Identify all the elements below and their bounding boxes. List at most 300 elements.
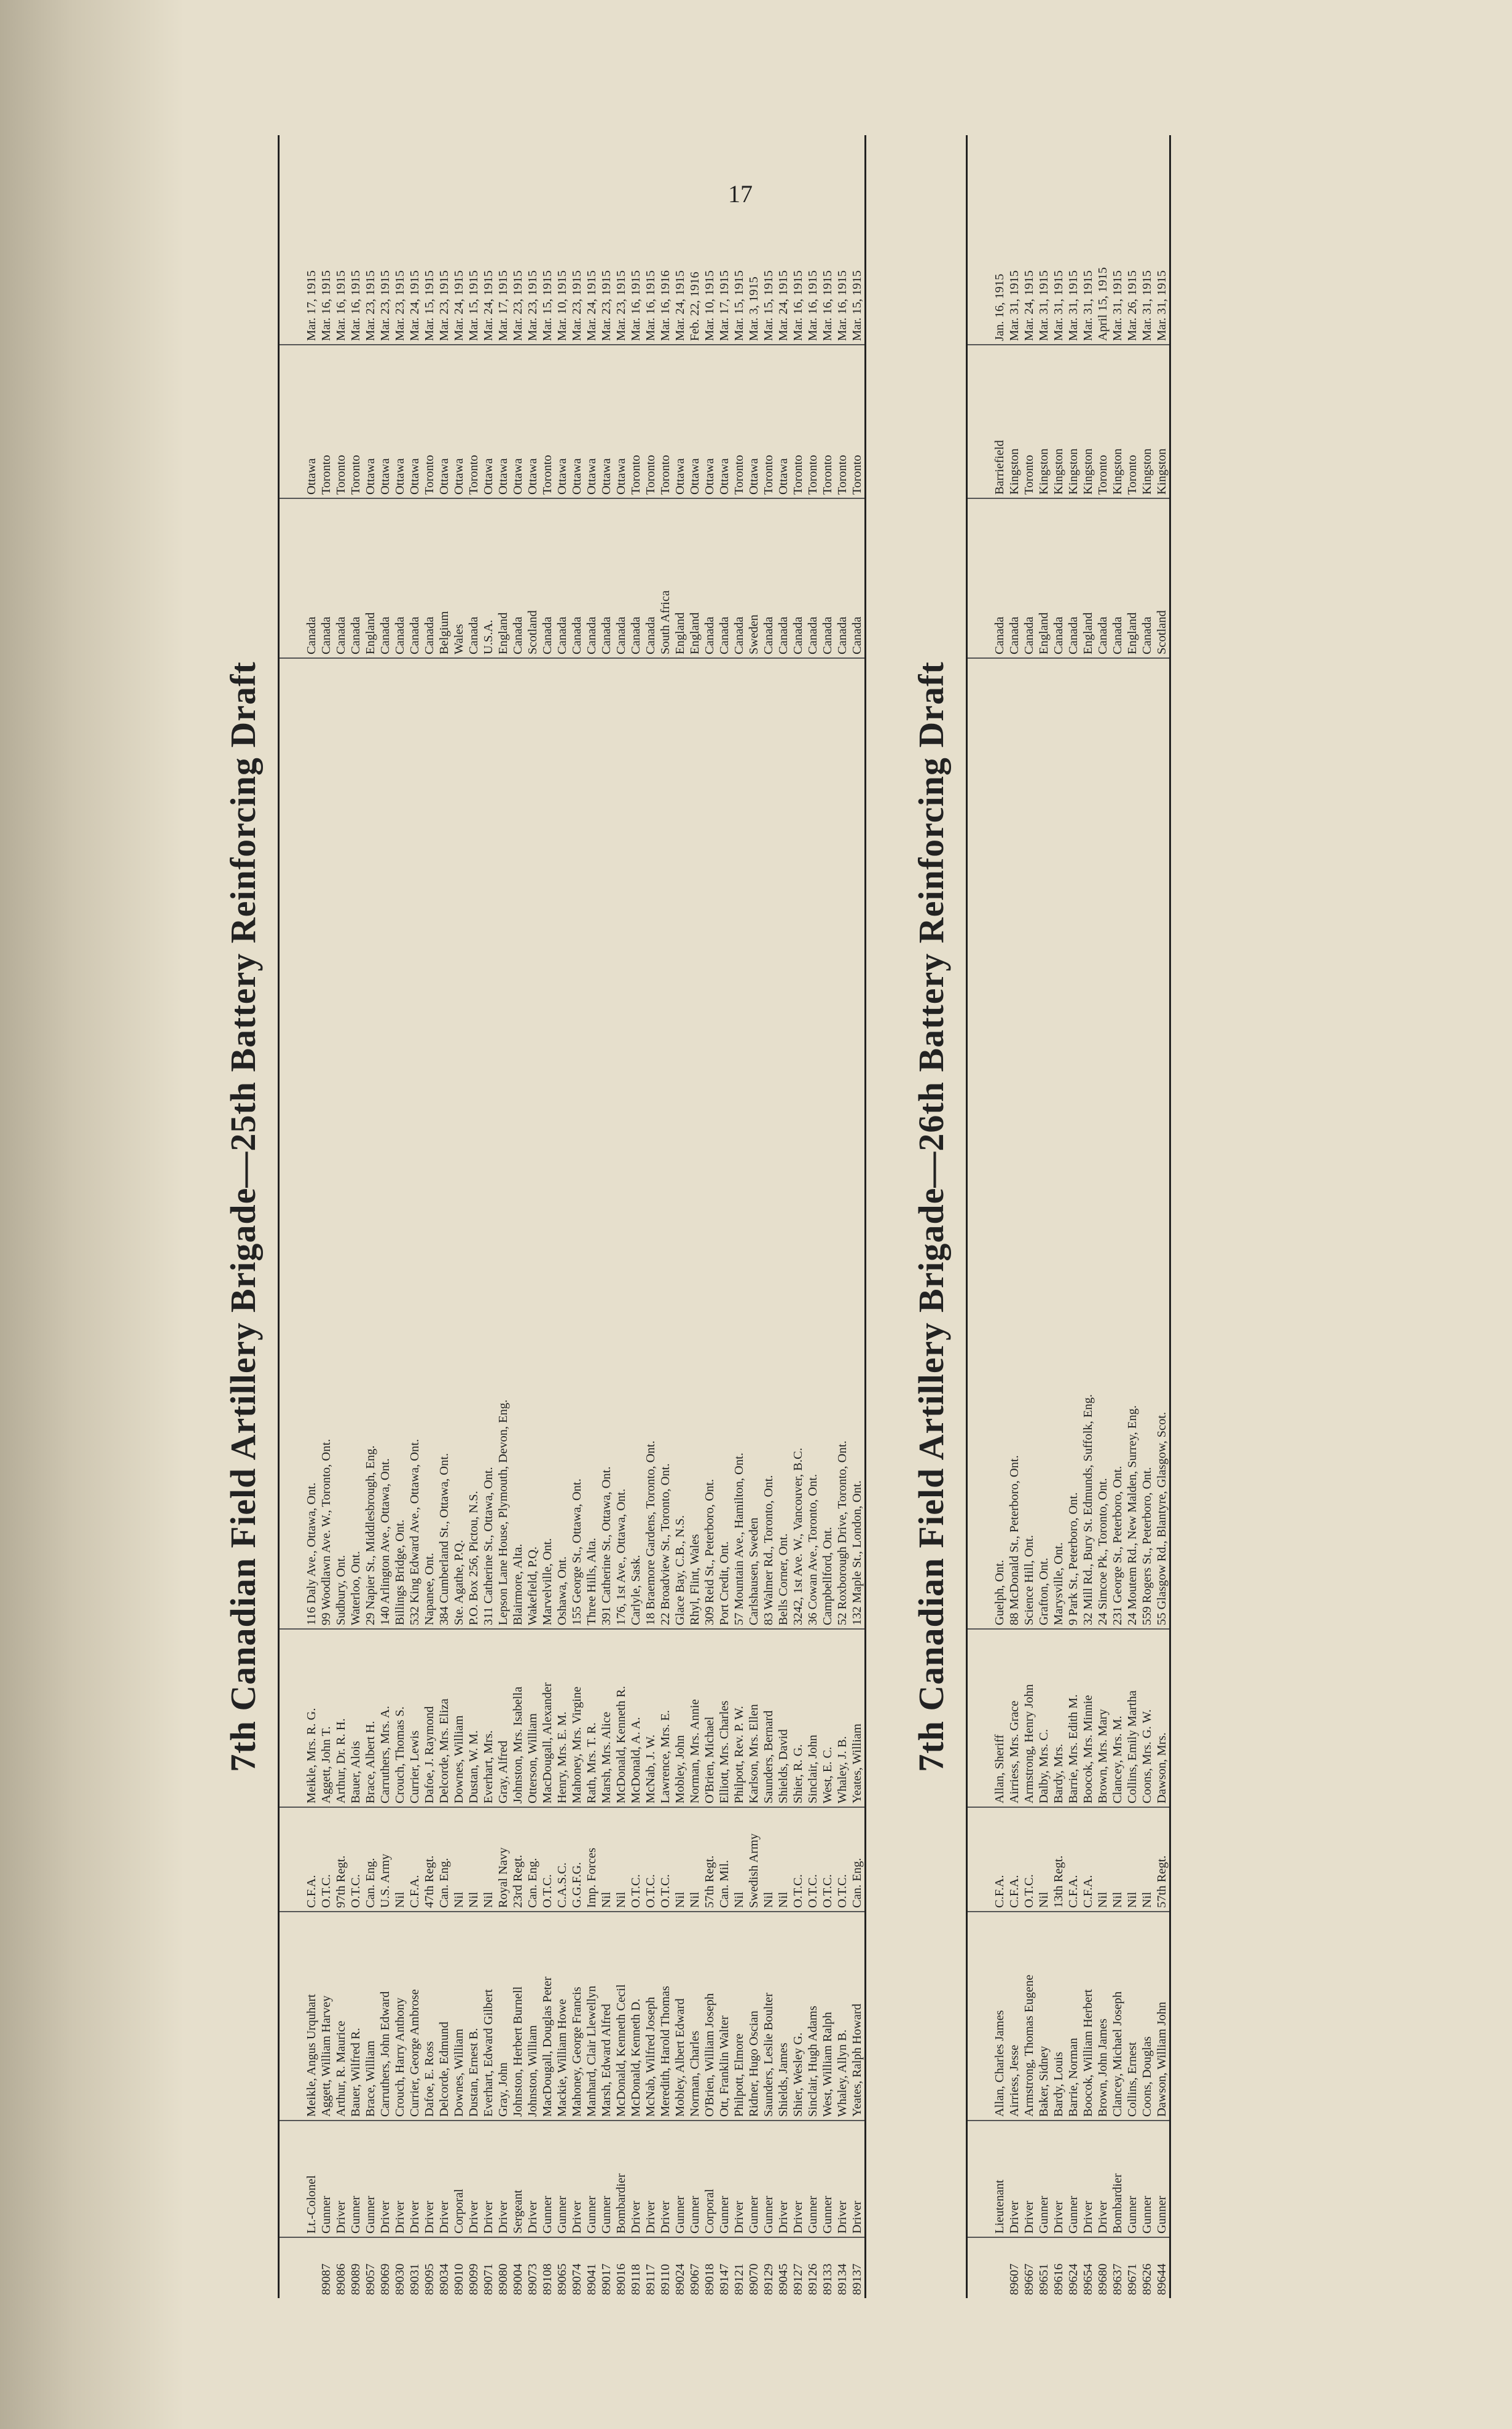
table-row [511,135,525,2298]
table-row [850,135,864,2298]
soldier-name: MacDougall, Douglas Peter [540,1911,555,2120]
rank: Lieutenant [992,2120,1007,2237]
date-of-enlistment: Mar. 15, 1915 [467,270,480,341]
former-corps: O.T.C. [629,1807,643,1911]
date-of-enlistment: Mar. 17, 1915 [718,270,731,341]
next-of-kin: Saunders, Bernard [761,1628,776,1807]
soldier-name: Shields, James [776,1911,791,2120]
place-of-enlistment: Ottawa [570,344,584,498]
soldier-name: Currier, George Ambrose [407,1911,422,2120]
soldier-name: Brace, William [363,1911,378,2120]
header-cell [968,2237,984,2298]
next-of-kin: Brace, Albert H. [363,1628,378,1807]
address: 36 Cowan Ave., Toronto, Ont. [805,657,820,1628]
date-of-enlistment: Mar. 23, 1915 [570,270,584,341]
former-corps: O.T.C. [791,1807,805,1911]
place-of-enlistment: Ottawa [407,344,422,498]
former-corps: O.T.C. [835,1807,850,1911]
table-row [732,135,746,2298]
rank: Corporal [452,2120,466,2237]
former-corps: C.F.A. [407,1807,422,1911]
rank: Gunner [555,2120,570,2237]
rank: Gunner [1066,2120,1081,2237]
former-corps: Nil [1125,1807,1140,1911]
address: Grafton, Ont. [1036,657,1051,1628]
next-of-kin: McDonald, A. A. [629,1628,643,1807]
date-of-enlistment: Mar. 31, 1915 [1140,270,1154,341]
former-corps: C.F.A. [1066,1807,1081,1911]
next-of-kin: Brown, Mrs. Mary [1095,1628,1110,1807]
next-of-kin: Delcorde, Mrs. Eliza [437,1628,452,1807]
former-corps: O.T.C. [540,1807,555,1911]
rank: Bombardier [614,2120,629,2237]
address: 18 Braemore Gardens, Toronto, Ont. [643,657,658,1628]
header-cell [280,498,296,657]
header-cell [296,2120,304,2237]
date-of-enlistment: Feb. 22, 1916 [688,272,702,341]
place-of-enlistment: Toronto [820,344,835,498]
regimental-number: 89089 [348,2237,363,2298]
date-of-enlistment: Mar. 31, 1915 [1155,270,1169,341]
date-of-enlistment: Mar. 31, 1915 [1067,270,1080,341]
next-of-kin: Bardy, Mrs. [1051,1628,1066,1807]
former-corps: 97th Regt. [334,1807,348,1911]
place-of-enlistment: Ottawa [437,344,452,498]
date-of-enlistment: Mar. 17, 1915 [496,270,510,341]
place-of-enlistment: Ottawa [363,344,378,498]
table-header-row [968,135,984,2298]
address: 57 Mountain Ave., Hamilton, Ont. [732,657,746,1628]
address: Carlshausen, Sweden [746,657,761,1628]
soldier-name: Shier, Wesley G. [791,1911,805,2120]
table-row [1081,135,1095,2298]
table-row [992,135,1007,2298]
table-row [1022,135,1036,2298]
address: 559 Rogers St., Peterboro, Ont. [1140,657,1154,1628]
soldier-name: Clancey, Michael Joseph [1110,1911,1125,2120]
table-row [673,135,687,2298]
regimental-number: 89637 [1110,2237,1125,2298]
header-cell [984,344,992,498]
next-of-kin: Clancey, Mrs. M. [1110,1628,1125,1807]
date-of-enlistment: Mar. 23, 1915 [364,270,377,341]
soldier-name: Philpott, Elmore [732,1911,746,2120]
header-cell [984,2120,992,2237]
date-of-enlistment: Mar. 16, 1915 [319,270,333,341]
country-of-birth: England [673,498,687,657]
table-row [348,135,363,2298]
place-of-enlistment: Kingston [1051,344,1066,498]
date-of-enlistment: April 15, 1915 [1096,267,1110,341]
table-row [687,135,702,2298]
former-corps: G.G.F.G. [570,1807,584,1911]
next-of-kin: O'Brien, Michael [702,1628,717,1807]
place-of-enlistment: Ottawa [673,344,687,498]
country-of-birth: Canada [584,498,599,657]
date-of-enlistment: Mar. 23, 1915 [511,270,525,341]
table-row [1154,135,1169,2298]
date-of-enlistment: Mar. 24, 1915 [482,270,495,341]
regimental-number: 89024 [673,2237,687,2298]
address: Blairmore, Alta. [511,657,525,1628]
country-of-birth: Canada [850,498,864,657]
header-cell [984,1911,992,2120]
header-cell [280,657,296,1628]
rank: Driver [629,2120,643,2237]
table-row [776,135,791,2298]
regimental-number: 89073 [525,2237,540,2298]
regimental-number: 89626 [1140,2237,1154,2298]
table-row [334,135,348,2298]
address: 55 Glasgow Rd., Blantyre, Glasgow, Scot. [1154,657,1169,1628]
place-of-enlistment: Ottawa [511,344,525,498]
former-corps: O.T.C. [319,1807,334,1911]
date-of-enlistment: Mar. 31, 1915 [1052,270,1065,341]
place-of-enlistment: Ottawa [393,344,407,498]
country-of-birth: Canada [570,498,584,657]
former-corps: Nil [1110,1807,1125,1911]
address: P.O. Box 256, Pictou, N.S. [466,657,481,1628]
next-of-kin: McDonald, Kenneth R. [614,1628,629,1807]
regimental-number: 89121 [732,2237,746,2298]
regimental-number [304,2237,319,2298]
regimental-number: 89651 [1036,2237,1051,2298]
address: Ste. Agathe, P.Q. [452,657,466,1628]
country-of-birth: Canada [702,498,717,657]
header-cell [280,344,296,498]
soldier-name: Dafoe, E. Ross [422,1911,437,2120]
table-row [820,135,835,2298]
rank: Driver [393,2120,407,2237]
date-of-enlistment: Mar. 23, 1915 [600,270,613,341]
table-row [1095,135,1110,2298]
regimental-number: 89644 [1154,2237,1169,2298]
soldier-name: Bauer, Wilfred R. [348,1911,363,2120]
date-of-enlistment: Mar. 23, 1915 [526,270,539,341]
table-row [1066,135,1081,2298]
former-corps: O.T.C. [348,1807,363,1911]
former-corps: Nil [687,1807,702,1911]
date-of-enlistment: Mar. 26, 1915 [1126,270,1139,341]
place-of-enlistment: Toronto [805,344,820,498]
address: Glace Bay, C.B., N.S. [673,657,687,1628]
regimental-number: 89045 [776,2237,791,2298]
rank: Driver [835,2120,850,2237]
nominal-roll-table [278,135,866,2298]
next-of-kin: Bauer, Alois [348,1628,363,1807]
table-row [437,135,452,2298]
place-of-enlistment: Kingston [1140,344,1154,498]
place-of-enlistment: Ottawa [555,344,570,498]
regimental-number: 89018 [702,2237,717,2298]
former-corps: Can. Eng. [525,1807,540,1911]
date-of-enlistment: Mar. 15, 1915 [732,270,746,341]
country-of-birth: Canada [511,498,525,657]
next-of-kin: Karlson, Mrs. Ellen [746,1628,761,1807]
soldier-name: Sinclair, Hugh Adams [805,1911,820,2120]
country-of-birth: Canada [791,498,805,657]
next-of-kin: Aggett, John T. [319,1628,334,1807]
next-of-kin: Otterson, William [525,1628,540,1807]
address: 309 Reid St., Peterboro, Ont. [702,657,717,1628]
former-corps: Can. Eng. [363,1807,378,1911]
country-of-birth: Canada [393,498,407,657]
date-of-enlistment: Mar. 16, 1915 [806,270,820,341]
address: 24 Moutem Rd., New Malden, Surrey, Eng. [1125,657,1140,1628]
regimental-number: 89110 [658,2237,673,2298]
address: 176, 1st Ave., Ottawa, Ont. [614,657,629,1628]
place-of-enlistment: Kingston [1066,344,1081,498]
soldier-name: Brown, John James [1095,1911,1110,2120]
country-of-birth: Canada [334,498,348,657]
rank: Driver [422,2120,437,2237]
place-of-enlistment: Ottawa [481,344,496,498]
section-26th-battery [909,135,1169,2298]
table-row [835,135,850,2298]
place-of-enlistment: Toronto [540,344,555,498]
soldier-name: Yeates, Ralph Howard [850,1911,864,2120]
table-row [422,135,437,2298]
country-of-birth: Canada [776,498,791,657]
address: Campbellford, Ont. [820,657,835,1628]
place-of-enlistment: Ottawa [525,344,540,498]
rank: Corporal [702,2120,717,2237]
date-of-enlistment: Mar. 23, 1915 [393,270,407,341]
table-row [614,135,629,2298]
date-of-enlistment: Jan. 16, 1915 [993,273,1006,341]
next-of-kin: Carruthers, Mrs. A. [378,1628,393,1807]
former-corps: Nil [452,1807,466,1911]
table-row [746,135,761,2298]
next-of-kin: Sinclair, John [805,1628,820,1807]
regimental-number: 89108 [540,2237,555,2298]
address: Marvelville, Ont. [540,657,555,1628]
address: 231 George St., Peterboro, Ont. [1110,657,1125,1628]
soldier-name: Coons, Douglas [1140,1911,1154,2120]
next-of-kin: McNab, J. W. [643,1628,658,1807]
address: 532 King Edward Ave., Ottawa, Ont. [407,657,422,1628]
next-of-kin: Boocok, Mrs. Minnie [1081,1628,1095,1807]
regimental-number [992,2237,1007,2298]
rank: Driver [1051,2120,1066,2237]
country-of-birth: Canada [1140,498,1154,657]
date-of-enlistment: Mar. 23, 1915 [437,270,451,341]
place-of-enlistment: Toronto [466,344,481,498]
former-corps: O.T.C. [1022,1807,1036,1911]
regimental-number: 89126 [805,2237,820,2298]
soldier-name: Mobley, Albert Edward [673,1911,687,2120]
rank: Gunner [761,2120,776,2237]
nominal-roll-table [966,135,1171,2298]
next-of-kin: Armstrong, Henry John [1022,1628,1036,1807]
place-of-enlistment: Toronto [1125,344,1140,498]
table-row [702,135,717,2298]
country-of-birth: Canada [820,498,835,657]
country-of-birth: Canada [1110,498,1125,657]
country-of-birth: Canada [348,498,363,657]
rank: Gunner [540,2120,555,2237]
soldier-name: Johnston, Herbert Burnell [511,1911,525,2120]
soldier-name: Whaley, Allyn B. [835,1911,850,2120]
former-corps: 57th Regt. [1154,1807,1169,1911]
soldier-name: Manhard, Clair Llewellyn [584,1911,599,2120]
regimental-number: 89057 [363,2237,378,2298]
header-cell [280,1911,296,2120]
rank: Driver [1095,2120,1110,2237]
rank: Gunner [599,2120,614,2237]
soldier-name: Armstrong, Thomas Eugene [1022,1911,1036,2120]
header-cell [968,498,984,657]
table-header-row [984,135,992,2298]
soldier-name: Meredith, Harold Thomas [658,1911,673,2120]
place-of-enlistment: Toronto [629,344,643,498]
former-corps: U.S. Army [378,1807,393,1911]
soldier-name: Johnston, William [525,1911,540,2120]
soldier-name: Meikle, Angus Urquhart [304,1911,319,2120]
header-cell [296,2237,304,2298]
country-of-birth: Canada [835,498,850,657]
regimental-number: 89087 [319,2237,334,2298]
former-corps: Nil [1095,1807,1110,1911]
soldier-name: Mahoney, George Francis [570,1911,584,2120]
regimental-number: 89034 [437,2237,452,2298]
soldier-name: Mackie, William Howe [555,1911,570,2120]
former-corps: 47th Regt. [422,1807,437,1911]
address: 52 Roxborough Drive, Toronto, Ont. [835,657,850,1628]
soldier-name: McDonald, Kenneth Cecil [614,1911,629,2120]
place-of-enlistment: Toronto [791,344,805,498]
header-cell [968,1628,984,1807]
header-cell [984,1807,992,1911]
header-cell [968,2120,984,2237]
regimental-number: 89099 [466,2237,481,2298]
address: 88 McDonald St., Peterboro, Ont. [1007,657,1022,1628]
regimental-number: 89065 [555,2237,570,2298]
country-of-birth: Canada [319,498,334,657]
table-row [452,135,466,2298]
header-cell [296,344,304,498]
regimental-number: 89004 [511,2237,525,2298]
address: 83 Walmer Rd., Toronto, Ont. [761,657,776,1628]
country-of-birth: Scotland [1154,498,1169,657]
regimental-number: 89118 [629,2237,643,2298]
place-of-enlistment: Toronto [643,344,658,498]
header-cell [968,1911,984,2120]
place-of-enlistment: Toronto [850,344,864,498]
header-cell [280,135,296,344]
table-row [570,135,584,2298]
next-of-kin: Lawrence, Mrs. E. [658,1628,673,1807]
table-row [304,135,319,2298]
former-corps: Imp. Forces [584,1807,599,1911]
table-row [791,135,805,2298]
country-of-birth: Canada [1051,498,1066,657]
country-of-birth: England [687,498,702,657]
header-cell [968,135,984,344]
rank: Sergeant [511,2120,525,2237]
regimental-number: 89129 [761,2237,776,2298]
header-cell [984,498,992,657]
regimental-number: 89080 [496,2237,511,2298]
regimental-number: 89127 [791,2237,805,2298]
address: Science Hill, Ont. [1022,657,1036,1628]
address: Three Hills, Alta. [584,657,599,1628]
country-of-birth: England [363,498,378,657]
country-of-birth: England [1081,498,1095,657]
rank: Driver [570,2120,584,2237]
address: 29 Napier St., Middlesbrough, Eng. [363,657,378,1628]
soldier-name: Marsh, Edward Alfred [599,1911,614,2120]
country-of-birth: Sweden [746,498,761,657]
table-row [629,135,643,2298]
date-of-enlistment: Mar. 23, 1915 [378,270,392,341]
rank: Gunner [584,2120,599,2237]
place-of-enlistment: Toronto [334,344,348,498]
regimental-number: 89074 [570,2237,584,2298]
header-cell [984,1628,992,1807]
date-of-enlistment: Mar. 24, 1915 [408,270,421,341]
next-of-kin: Dalby, Mrs. C. [1036,1628,1051,1807]
address: Port Credit, Ont. [717,657,732,1628]
date-of-enlistment: Mar. 16, 1915 [821,270,834,341]
place-of-enlistment: Toronto [732,344,746,498]
country-of-birth: Canada [599,498,614,657]
country-of-birth: Canada [466,498,481,657]
regimental-number: 89133 [820,2237,835,2298]
rank: Driver [481,2120,496,2237]
date-of-enlistment: Mar. 16, 1915 [349,270,362,341]
next-of-kin: Henry, Mrs. E. M. [555,1628,570,1807]
regimental-number: 89030 [393,2237,407,2298]
date-of-enlistment: Mar. 31, 1915 [1008,270,1021,341]
regimental-number: 89067 [687,2237,702,2298]
date-of-enlistment: Mar. 10, 1915 [703,270,716,341]
soldier-name: Carruthers, John Edward [378,1911,393,2120]
former-corps: Nil [761,1807,776,1911]
table-row [584,135,599,2298]
header-cell [984,2237,992,2298]
rank: Gunner [319,2120,334,2237]
soldier-name: Ridner, Hugo Oscian [746,1911,761,2120]
date-of-enlistment: Mar. 24, 1915 [585,270,598,341]
header-cell [968,344,984,498]
former-corps: Nil [599,1807,614,1911]
address: 311 Catherine St., Ottawa, Ont. [481,657,496,1628]
date-of-enlistment: Mar. 15, 1915 [850,270,864,341]
place-of-enlistment: Ottawa [702,344,717,498]
next-of-kin: Crouch, Thomas S. [393,1628,407,1807]
rank: Gunner [820,2120,835,2237]
soldier-name: Dawson, William John [1154,1911,1169,2120]
country-of-birth: Canada [1007,498,1022,657]
soldier-name: Bardy, Louis [1051,1911,1066,2120]
address: 22 Broadview St., Toronto, Ont. [658,657,673,1628]
rank: Gunner [805,2120,820,2237]
address: Sudbury, Ont. [334,657,348,1628]
rank: Bombardier [1110,2120,1125,2237]
table-row [805,135,820,2298]
regimental-number: 89147 [717,2237,732,2298]
regimental-number: 89071 [481,2237,496,2298]
place-of-enlistment: Ottawa [452,344,466,498]
next-of-kin: Yeates, William [850,1628,864,1807]
address: 132 Maple St., London, Ont. [850,657,864,1628]
country-of-birth: Belgium [437,498,452,657]
header-cell [296,498,304,657]
rank: Driver [496,2120,511,2237]
soldier-name: West, William Ralph [820,1911,835,2120]
next-of-kin: Johnston, Mrs. Isabella [511,1628,525,1807]
